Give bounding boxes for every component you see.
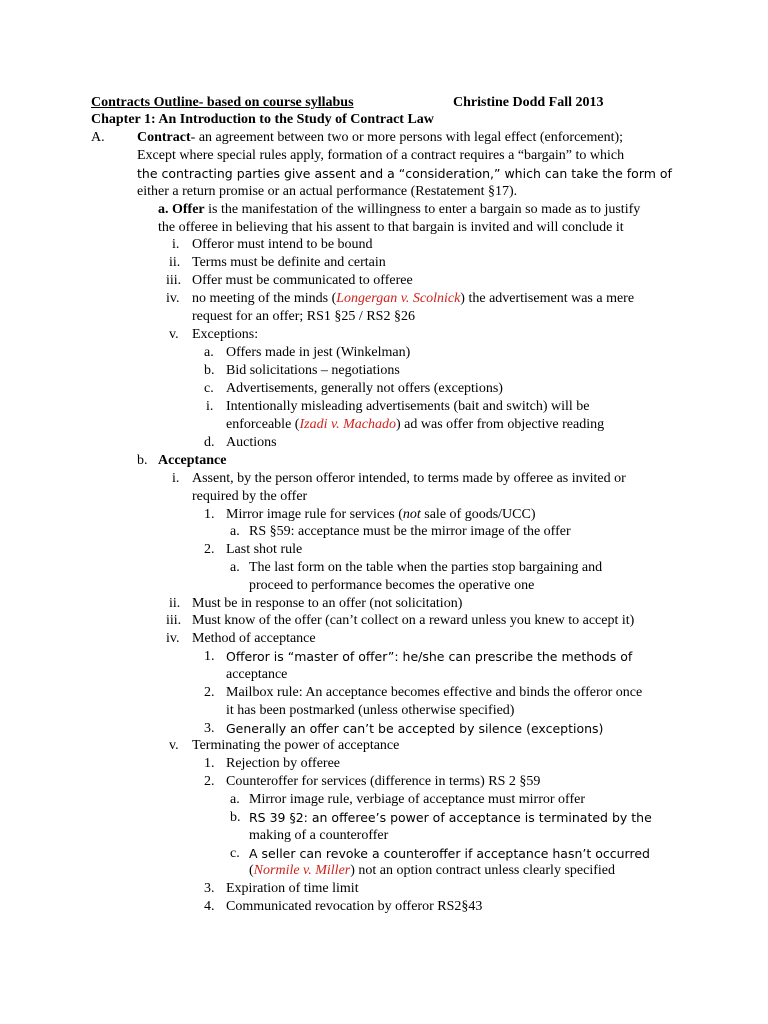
list-marker: 3. [204, 881, 215, 896]
list-marker: 2. [204, 685, 215, 700]
list-marker: iii. [166, 273, 182, 288]
case-citation: Izadi v. Machado [299, 417, 397, 432]
list-marker: a. [204, 345, 214, 360]
list-item: Expiration of time limit [226, 881, 359, 896]
list-item: Terms must be definite and certain [192, 255, 386, 270]
list-item: Mirror image rule for services (not sale of goods/UCC) [226, 507, 536, 522]
offer-marker: a. [158, 202, 169, 217]
list-item: RS 39 §2: an offeree’s power of acceptance is terminated by the [249, 810, 652, 825]
list-item: Offeror is “master of offer”: he/she can prescribe the methods of [226, 649, 633, 664]
contract-definition-line-3: the contracting parties give assent and a “consideration,” which can take the form of [137, 166, 672, 181]
list-item: Bid solicitations – negotiations [226, 363, 400, 378]
list-item: A seller can revoke a counteroffer if acceptance hasn’t occurred [249, 846, 650, 861]
list-item: The last form on the table when the parties stop bargaining and [249, 560, 603, 575]
offer-def-text: is the manifestation of the willingness to enter a bargain so made as to justify [204, 202, 641, 217]
chapter-heading: Chapter 1: An Introduction to the Study of Contract Law [91, 112, 434, 127]
contract-definition-line-2: Except where special rules apply, formation of a contract requires a “bargain” to which [137, 148, 625, 163]
list-marker: b. [204, 363, 215, 378]
offer-definition-line-1 [158, 201, 640, 219]
list-marker: a. [230, 792, 240, 807]
list-item: Must know of the offer (can’t collect on a reward unless you knew to accept it) [192, 613, 635, 628]
list-item: Offeror must intend to be bound [192, 237, 373, 252]
list-item: Method of acceptance [192, 631, 316, 646]
list-item: Exceptions: [192, 327, 259, 342]
list-item: Offer must be communicated to offeree [192, 273, 413, 288]
list-item: no meeting of the minds (Longergan v. Scolnick) the advertisement was a mere [192, 291, 635, 306]
list-marker: 1. [204, 507, 215, 522]
list-marker: v. [169, 738, 179, 753]
section-a-marker: A. [91, 130, 105, 145]
list-marker: 4. [204, 899, 215, 914]
list-item: Intentionally misleading advertisements (bait and switch) will be [226, 399, 590, 414]
offer-definition-line-2: the offeree in believing that his assent to that bargain is invited and will conclude it [158, 220, 624, 235]
list-marker: a. [230, 560, 240, 575]
list-item-continuation: (Normile v. Miller) not an option contract unless clearly specified [249, 863, 615, 878]
list-marker: i. [172, 237, 180, 252]
list-item: Assent, by the person offeror intended, to terms made by offeree as invited or [192, 471, 626, 486]
list-item-continuation: proceed to performance becomes the operative one [249, 578, 535, 593]
list-marker: v. [169, 327, 179, 342]
list-marker: i. [206, 399, 214, 414]
list-marker: 1. [204, 756, 215, 771]
list-item-continuation: acceptance [226, 667, 288, 682]
contract-definition-line-1 [137, 129, 623, 147]
list-item: Mailbox rule: An acceptance becomes effective and binds the offeror once [226, 685, 643, 700]
list-item: Last shot rule [226, 542, 303, 557]
offer-term: Offer [172, 202, 205, 217]
list-marker: b. [137, 453, 148, 468]
list-marker: 3. [204, 721, 215, 736]
list-marker: d. [204, 435, 215, 450]
list-marker: iii. [166, 613, 182, 628]
list-marker: 2. [204, 542, 215, 557]
list-item: Advertisements, generally not offers (exceptions) [226, 381, 503, 396]
document-title: Contracts Outline- based on course syllabus [91, 95, 354, 110]
list-marker: c. [230, 846, 240, 861]
acceptance-heading: Acceptance [158, 453, 227, 468]
list-marker: 2. [204, 774, 215, 789]
list-item-continuation: it has been postmarked (unless otherwise specified) [226, 703, 515, 718]
list-marker: iv. [166, 291, 180, 306]
list-item-continuation: request for an offer; RS1 §25 / RS2 §26 [192, 309, 415, 324]
list-item: Communicated revocation by offeror RS2§43 [226, 899, 483, 914]
list-item-continuation: enforceable (Izadi v. Machado) ad was offer from objective reading [226, 417, 605, 432]
list-item: Auctions [226, 435, 277, 450]
list-marker: a. [230, 524, 240, 539]
author-term: Christine Dodd Fall 2013 [453, 95, 604, 110]
list-marker: i. [172, 471, 180, 486]
list-marker: ii. [169, 255, 181, 270]
list-marker: b. [230, 810, 241, 825]
list-item-continuation: required by the offer [192, 489, 308, 504]
case-citation: Normile v. Miller [253, 863, 351, 878]
list-item: Terminating the power of acceptance [192, 738, 400, 753]
list-item: Must be in response to an offer (not solicitation) [192, 596, 463, 611]
contract-term: Contract [137, 130, 191, 145]
contract-def-text: - an agreement between two or more persons with legal effect (enforcement); [190, 130, 624, 145]
contract-definition-line-4: either a return promise or an actual performance (Restatement §17). [137, 184, 518, 199]
list-marker: c. [204, 381, 214, 396]
list-item: Offers made in jest (Winkelman) [226, 345, 411, 360]
case-citation: Longergan v. Scolnick [336, 291, 461, 306]
list-marker: iv. [166, 631, 180, 646]
list-item: Generally an offer can’t be accepted by silence (exceptions) [226, 721, 604, 736]
list-item: Mirror image rule, verbiage of acceptance must mirror offer [249, 792, 585, 807]
list-marker: 1. [204, 649, 215, 664]
list-item: RS §59: acceptance must be the mirror image of the offer [249, 524, 571, 539]
list-item: Rejection by offeree [226, 756, 341, 771]
list-item: Counteroffer for services (difference in terms) RS 2 §59 [226, 774, 541, 789]
list-marker: ii. [169, 596, 181, 611]
list-item-continuation: making of a counteroffer [249, 828, 389, 843]
